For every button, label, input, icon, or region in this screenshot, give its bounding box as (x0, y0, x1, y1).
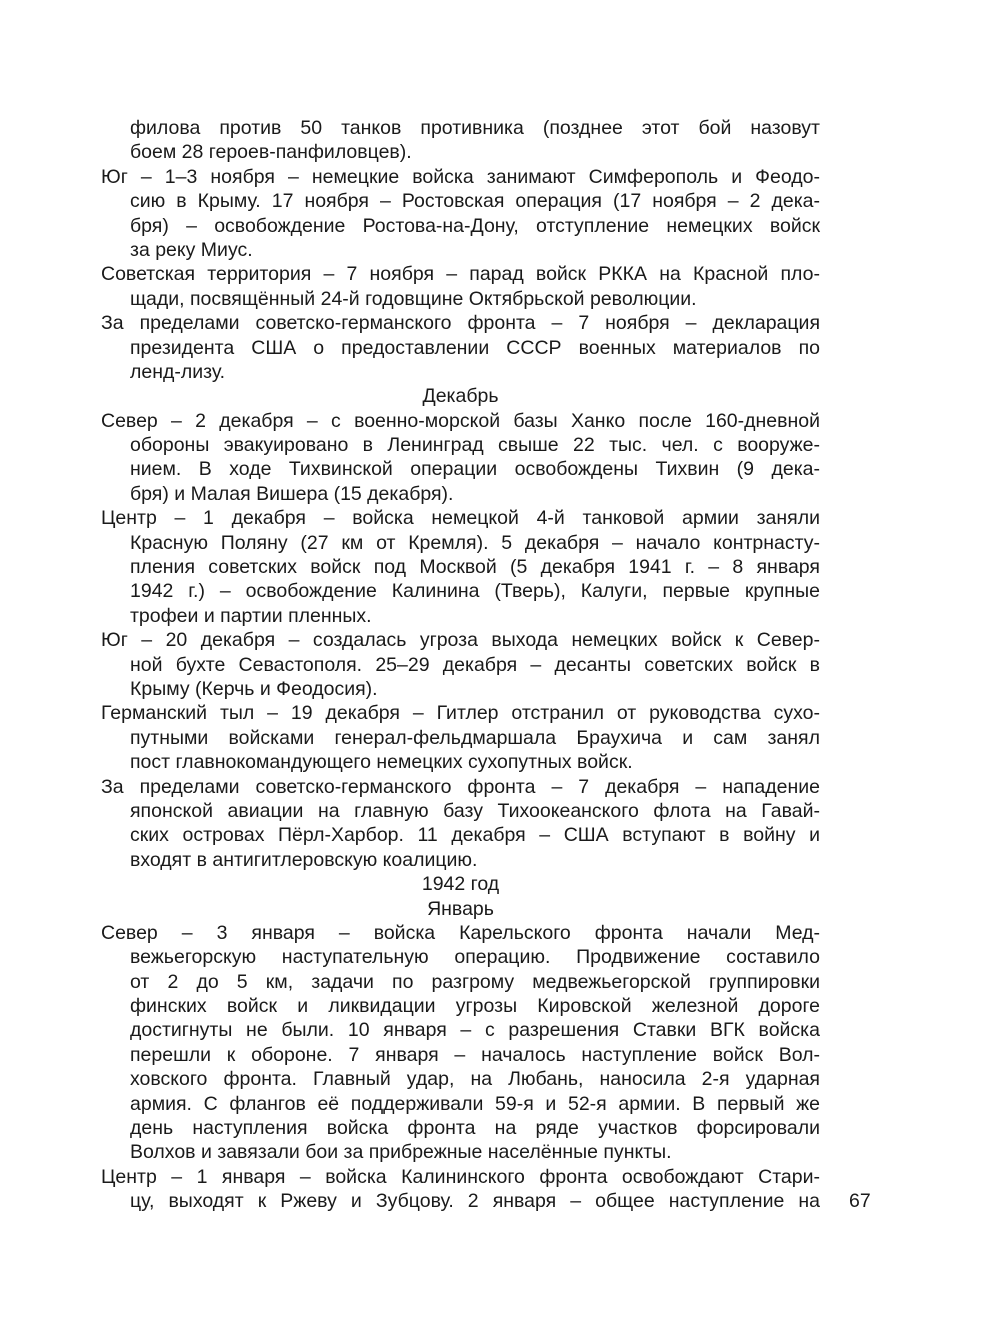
text-line: филова против 50 танков противника (позднее этот бой назовут (130, 117, 820, 139)
text-line: перешли к обороне. 7 января – началось наступление войск Вол- (130, 1043, 820, 1066)
text-line: нием. В ходе Тихвинской операции освобождены Тихвин (9 дека- (130, 458, 820, 481)
paragraph (101, 165, 820, 263)
text-line: Юг – 20 декабря – создалась угроза выхода немецких войск к Север- (101, 629, 820, 652)
text-line: пост главнокомандующего немецких сухопутных войск. (130, 751, 633, 774)
text-line: 1942 г.) – освобождение Калинина (Тверь), Калуги, первые крупные (130, 580, 820, 603)
text-line: бря) и Малая Вишера (15 декабря). (130, 482, 454, 505)
text-line: Волхов и завязали бои за прибрежные населённые пункты. (130, 1141, 672, 1164)
paragraph (101, 775, 820, 873)
text-line: За пределами советско-германского фронта – 7 декабря – нападение (101, 775, 820, 798)
text-line: Германский тыл – 19 декабря – Гитлер отстранил от руководства сухо- (101, 702, 820, 725)
text-line: президента США о предоставлении СССР военных материалов по (130, 336, 820, 359)
text-line: Центр – 1 декабря – войска немецкой 4-й танковой армии заняли (101, 507, 820, 530)
text-line: боем 28 героев-панфиловцев). (130, 141, 412, 164)
text-line: Советская территория – 7 ноября – парад войск РККА на Красной пло- (101, 263, 820, 286)
text-line: день наступления войска фронта на ряде участков форсировали (130, 1117, 820, 1140)
section-heading: Декабрь (422, 385, 499, 408)
text-line: цу, выходят к Ржеву и Зубцову. 2 января – общее наступление на (130, 1190, 820, 1213)
paragraph (101, 921, 820, 1165)
page-number: 67 (849, 1190, 871, 1212)
text-line: ной бухте Севастополя. 25–29 декабря – десанты советских войск в (130, 653, 820, 676)
text-line: ских островах Пёрл-Харбор. 11 декабря – США вступают в войну и (130, 824, 820, 847)
text-line: вежьегорскую наступательную операцию. Продвижение составило (130, 946, 820, 969)
paragraph (101, 1165, 820, 1214)
text-line: от 2 до 5 км, задачи по разгрому медвежьегорской группировки (130, 970, 820, 993)
text-line: ленд-лизу. (130, 360, 226, 383)
paragraph (101, 311, 820, 384)
text-line: Центр – 1 января – войска Калининского фронта освобождают Стари- (101, 1165, 820, 1188)
text-line: трофеи и партии пленных. (130, 604, 372, 627)
text-line: за реку Миус. (130, 238, 253, 261)
paragraph (101, 409, 820, 507)
paragraph (101, 262, 820, 311)
text-line: путными войсками генерал-фельдмаршала Браухича и сам занял (130, 726, 820, 749)
section-heading: 1942 год (421, 873, 500, 896)
text-line: обороны эвакуировано в Ленинград свыше 22 тыс. чел. с вооруже- (130, 434, 820, 457)
text-line: армия. С флангов её поддерживали 59-я и 52-я армии. В первый же (130, 1092, 820, 1115)
text-line: Крыму (Керчь и Феодосия). (130, 677, 378, 700)
text-line: бря) – освобождение Ростова-на-Дону, отступление немецких войск (130, 214, 820, 237)
text-line: Север – 2 декабря – с военно-морской базы Ханко после 160-дневной (101, 409, 820, 432)
text-line: За пределами советско-германского фронта – 7 ноября – декларация (101, 312, 820, 335)
text-line: сию в Крыму. 17 ноября – Ростовская операция (17 ноября – 2 дека- (130, 190, 820, 213)
text-line: ховского фронта. Главный удар, на Любань, наносила 2-я ударная (130, 1068, 820, 1091)
text-line: финских войск и ликвидации угрозы Кировской железной дороге (130, 995, 820, 1018)
text-line: пления советских войск под Москвой (5 декабря 1941 г. – 8 января (130, 556, 820, 579)
text-line: Юг – 1–3 ноября – немецкие войска занимают Симферополь и Феодо- (101, 165, 820, 188)
section-heading: Январь (427, 897, 494, 920)
text-line: Красную Поляну (27 км от Кремля). 5 декабря – начало контрнасту- (130, 531, 820, 554)
paragraph (101, 116, 820, 165)
text-line: японской авиации на главную базу Тихоокеанского флота на Гавай- (130, 799, 820, 822)
paragraph (101, 701, 820, 774)
text-line: Север – 3 января – войска Карельского фронта начали Мед- (101, 921, 820, 944)
text-line: достигнуты не были. 10 января – с разрешения Ставки ВГК войска (130, 1019, 820, 1042)
paragraph (101, 506, 820, 628)
paragraph (101, 628, 820, 701)
text-line: щади, посвящённый 24-й годовщине Октябрьской революции. (130, 287, 697, 310)
text-line: входят в антигитлеровскую коалицию. (130, 848, 478, 871)
page-body (101, 116, 820, 1214)
